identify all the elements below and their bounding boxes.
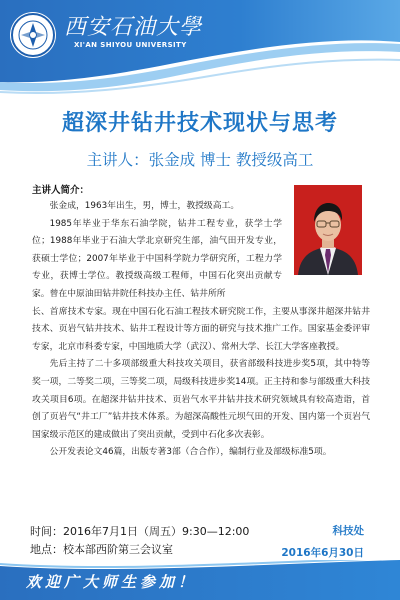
welcome-message: 欢迎广大师生参加！ (26, 573, 198, 591)
bio-paragraph-2-part-1: 1985年毕业于华东石油学院，钻井工程专业，获学士学位；1988年毕业于石油大学北京研究生部，油气田开发专业，获硕士学位；2007年毕业于中国科学院力学研究所，工程力学专业，获博士学位。教授级高级工程师，中国石化突出贡献专家。曾在中原油田钻井院任科技办主任、钻井所所 (32, 218, 282, 299)
header-banner (0, 0, 400, 100)
school-name-english: XI'AN SHIYOU UNIVERSITY (74, 41, 187, 49)
bio-paragraph-2-part-2: 长、首席技术专家。现在中国石化石油工程技术研究院工作，主要从事深井超深井钻井技术、页岩气钻井技术、钻井工程设计等方面的研究与技术推广工作。国家基金委评审专家，北京市科委专家，中国地质大学（武汉）、常州大学、长江大学客座教授。 (32, 306, 370, 352)
lecture-place: 地点：校本部西阶第三会议室 (30, 543, 173, 556)
university-seal-icon (8, 10, 58, 60)
bio-paragraph-4: 公开发表论文46篇，出版专著3部（合合作），编制行业及部级标准5项。 (49, 447, 332, 458)
bio-paragraph-3: 先后主持了二十多项部级重大科技攻关项目，获省部级科技进步奖5项，其中特等奖一项，二等奖二项，三等奖二项，局级科技进步奖14项。正主持和参与部级重大科技攻关项目6项。在超深井钻井技术、页岩气水平井钻井技术研究领域具有较高造诣，首创了页岩气“井工厂”钻井技术体系。为超深高酸性元坝气田的开发、国内第一个页岩气国家级示范区的建成做出了突出贡献，受到中石化多次表彰。 (32, 359, 370, 440)
notice-date: 2016年6月30日 (281, 547, 364, 559)
school-name-chinese: 西安石油大學 (64, 15, 203, 40)
speaker-bio (32, 198, 370, 462)
bio-paragraph-1: 张金成，1963年出生，男，博士，教授级高工。 (49, 201, 240, 211)
intro-heading: 主讲人简介： (32, 185, 90, 196)
lecture-time: 时间：2016年7月1日（周五）9:30—12:00 (30, 525, 250, 538)
organizer: 科技处 (332, 525, 364, 537)
speaker-line: 主讲人：张金成 博士 教授级高工 (86, 151, 314, 169)
lecture-title: 超深井钻井技术现状与思考 (61, 111, 338, 136)
